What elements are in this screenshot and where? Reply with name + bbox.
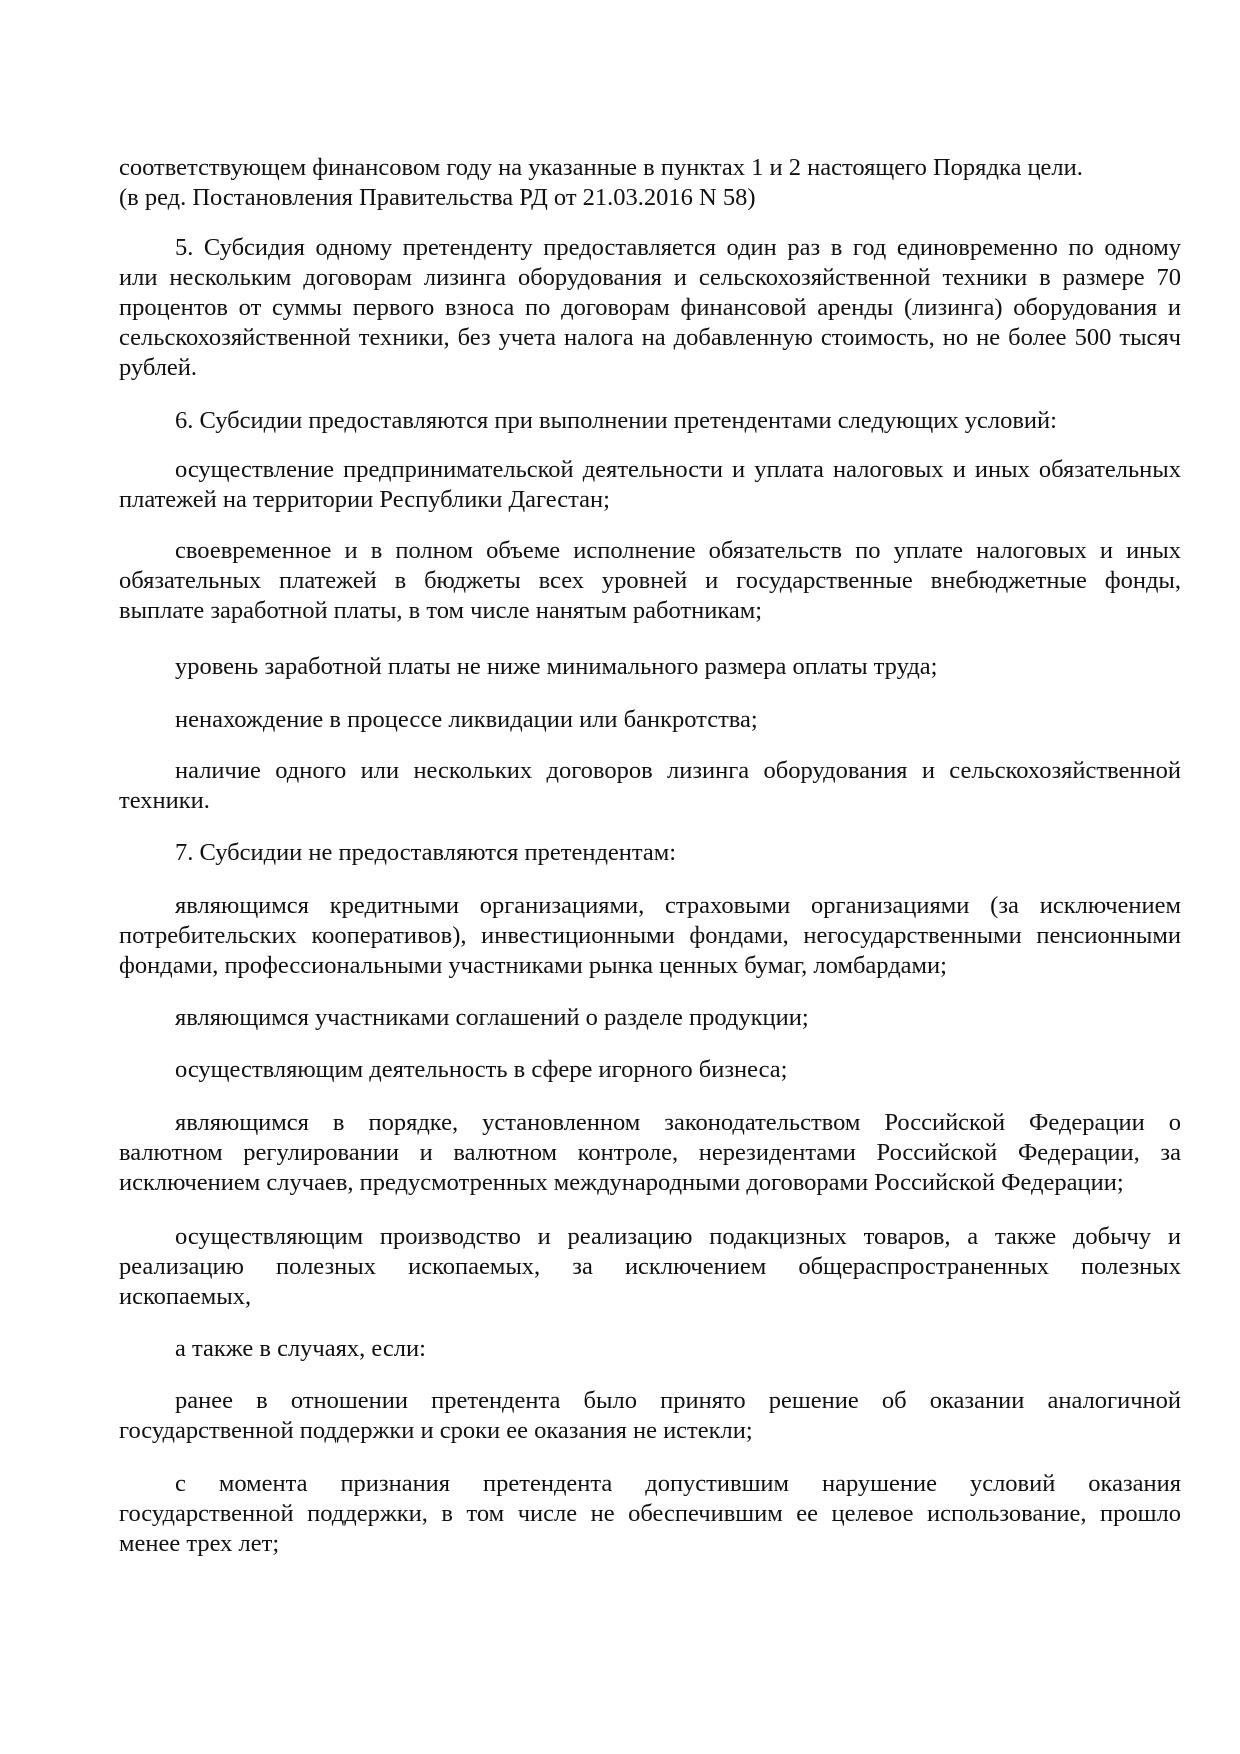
text-line: 6. Субсидии предоставляются при выполнении претендентами следующих условий: — [175, 407, 1057, 434]
paragraph — [119, 1222, 1181, 1312]
text-line: рублей. — [119, 354, 198, 381]
text-line: реализацию полезных ископаемых, за исключением общераспространенных полезных — [119, 1253, 1181, 1280]
text-line: соответствующем финансовом году на указанные в пунктах 1 и 2 настоящего Порядка цели. — [119, 154, 1083, 181]
paragraph — [119, 406, 1181, 436]
text-line: обязательных платежей в бюджеты всех уровней и государственные внебюджетные фонды, — [119, 567, 1181, 594]
text-line: ненахождение в процессе ликвидации или банкротства; — [175, 706, 758, 733]
text-line: процентов от суммы первого взноса по договорам финансовой аренды (лизинга) оборудования и — [119, 294, 1181, 321]
paragraph — [119, 1334, 1181, 1364]
text-line: сельскохозяйственной техники, без учета налога на добавленную стоимость, но не более 500 тысяч — [119, 324, 1181, 351]
paragraph — [119, 838, 1181, 868]
text-line: ранее в отношении претендента было принято решение об оказании аналогичной — [175, 1387, 1181, 1414]
paragraph — [119, 891, 1181, 981]
text-line: являющимся участниками соглашений о разделе продукции; — [175, 1004, 809, 1031]
text-line: исключением случаев, предусмотренных международными договорами Российской Федерации; — [119, 1169, 1124, 1196]
text-line: своевременное и в полном объеме исполнение обязательств по уплате налоговых и иных — [175, 537, 1181, 564]
text-line: а также в случаях, если: — [175, 1335, 426, 1362]
text-line: техники. — [119, 787, 210, 814]
text-line: являющимся кредитными организациями, страховыми организациями (за исключением — [175, 892, 1181, 919]
paragraph — [119, 1055, 1181, 1085]
text-line: 5. Субсидия одному претенденту предоставляется один раз в год единовременно по одному — [175, 234, 1181, 261]
text-line: государственной поддержки, в том числе не обеспечившим ее целевое использование, прошло — [119, 1500, 1181, 1527]
paragraph — [119, 1469, 1181, 1559]
paragraph — [119, 455, 1181, 515]
text-line: фондами, профессиональными участниками рынка ценных бумаг, ломбардами; — [119, 952, 947, 979]
paragraph — [119, 536, 1181, 626]
paragraph — [119, 1108, 1181, 1198]
text-line: государственной поддержки и сроки ее оказания не истекли; — [119, 1417, 753, 1444]
text-line: валютном регулировании и валютном контроле, нерезидентами Российской Федерации, за — [119, 1139, 1181, 1166]
text-line: платежей на территории Республики Дагестан; — [119, 486, 610, 513]
text-line: осуществляющим производство и реализацию подакцизных товаров, а также добычу и — [175, 1223, 1181, 1250]
paragraph — [119, 1003, 1181, 1033]
text-line: потребительских кооперативов), инвестиционными фондами, негосударственными пенсионными — [119, 922, 1181, 949]
text-line: ископаемых, — [119, 1283, 252, 1310]
text-line: (в ред. Постановления Правительства РД от 21.03.2016 N 58) — [119, 184, 756, 211]
paragraph — [119, 705, 1181, 735]
paragraph — [119, 1386, 1181, 1446]
text-line: или нескольким договорам лизинга оборудования и сельскохозяйственной техники в размере 70 — [119, 264, 1181, 291]
text-line: наличие одного или нескольких договоров лизинга оборудования и сельскохозяйственной — [175, 757, 1181, 784]
text-line: являющимся в порядке, установленном законодательством Российской Федерации о — [175, 1109, 1181, 1136]
paragraph — [119, 153, 1181, 213]
text-line: уровень заработной платы не ниже минимального размера оплаты труда; — [175, 653, 938, 680]
text-line: 7. Субсидии не предоставляются претендентам: — [175, 839, 677, 866]
paragraph — [119, 233, 1181, 383]
text-line: с момента признания претендента допустившим нарушение условий оказания — [175, 1470, 1181, 1497]
text-line: менее трех лет; — [119, 1530, 280, 1557]
paragraph — [119, 756, 1181, 816]
paragraph — [119, 652, 1181, 682]
text-line: осуществляющим деятельность в сфере игорного бизнеса; — [175, 1056, 788, 1083]
text-line: выплате заработной платы, в том числе нанятым работникам; — [119, 597, 763, 624]
text-line: осуществление предпринимательской деятельности и уплата налоговых и иных обязательных — [175, 456, 1181, 483]
